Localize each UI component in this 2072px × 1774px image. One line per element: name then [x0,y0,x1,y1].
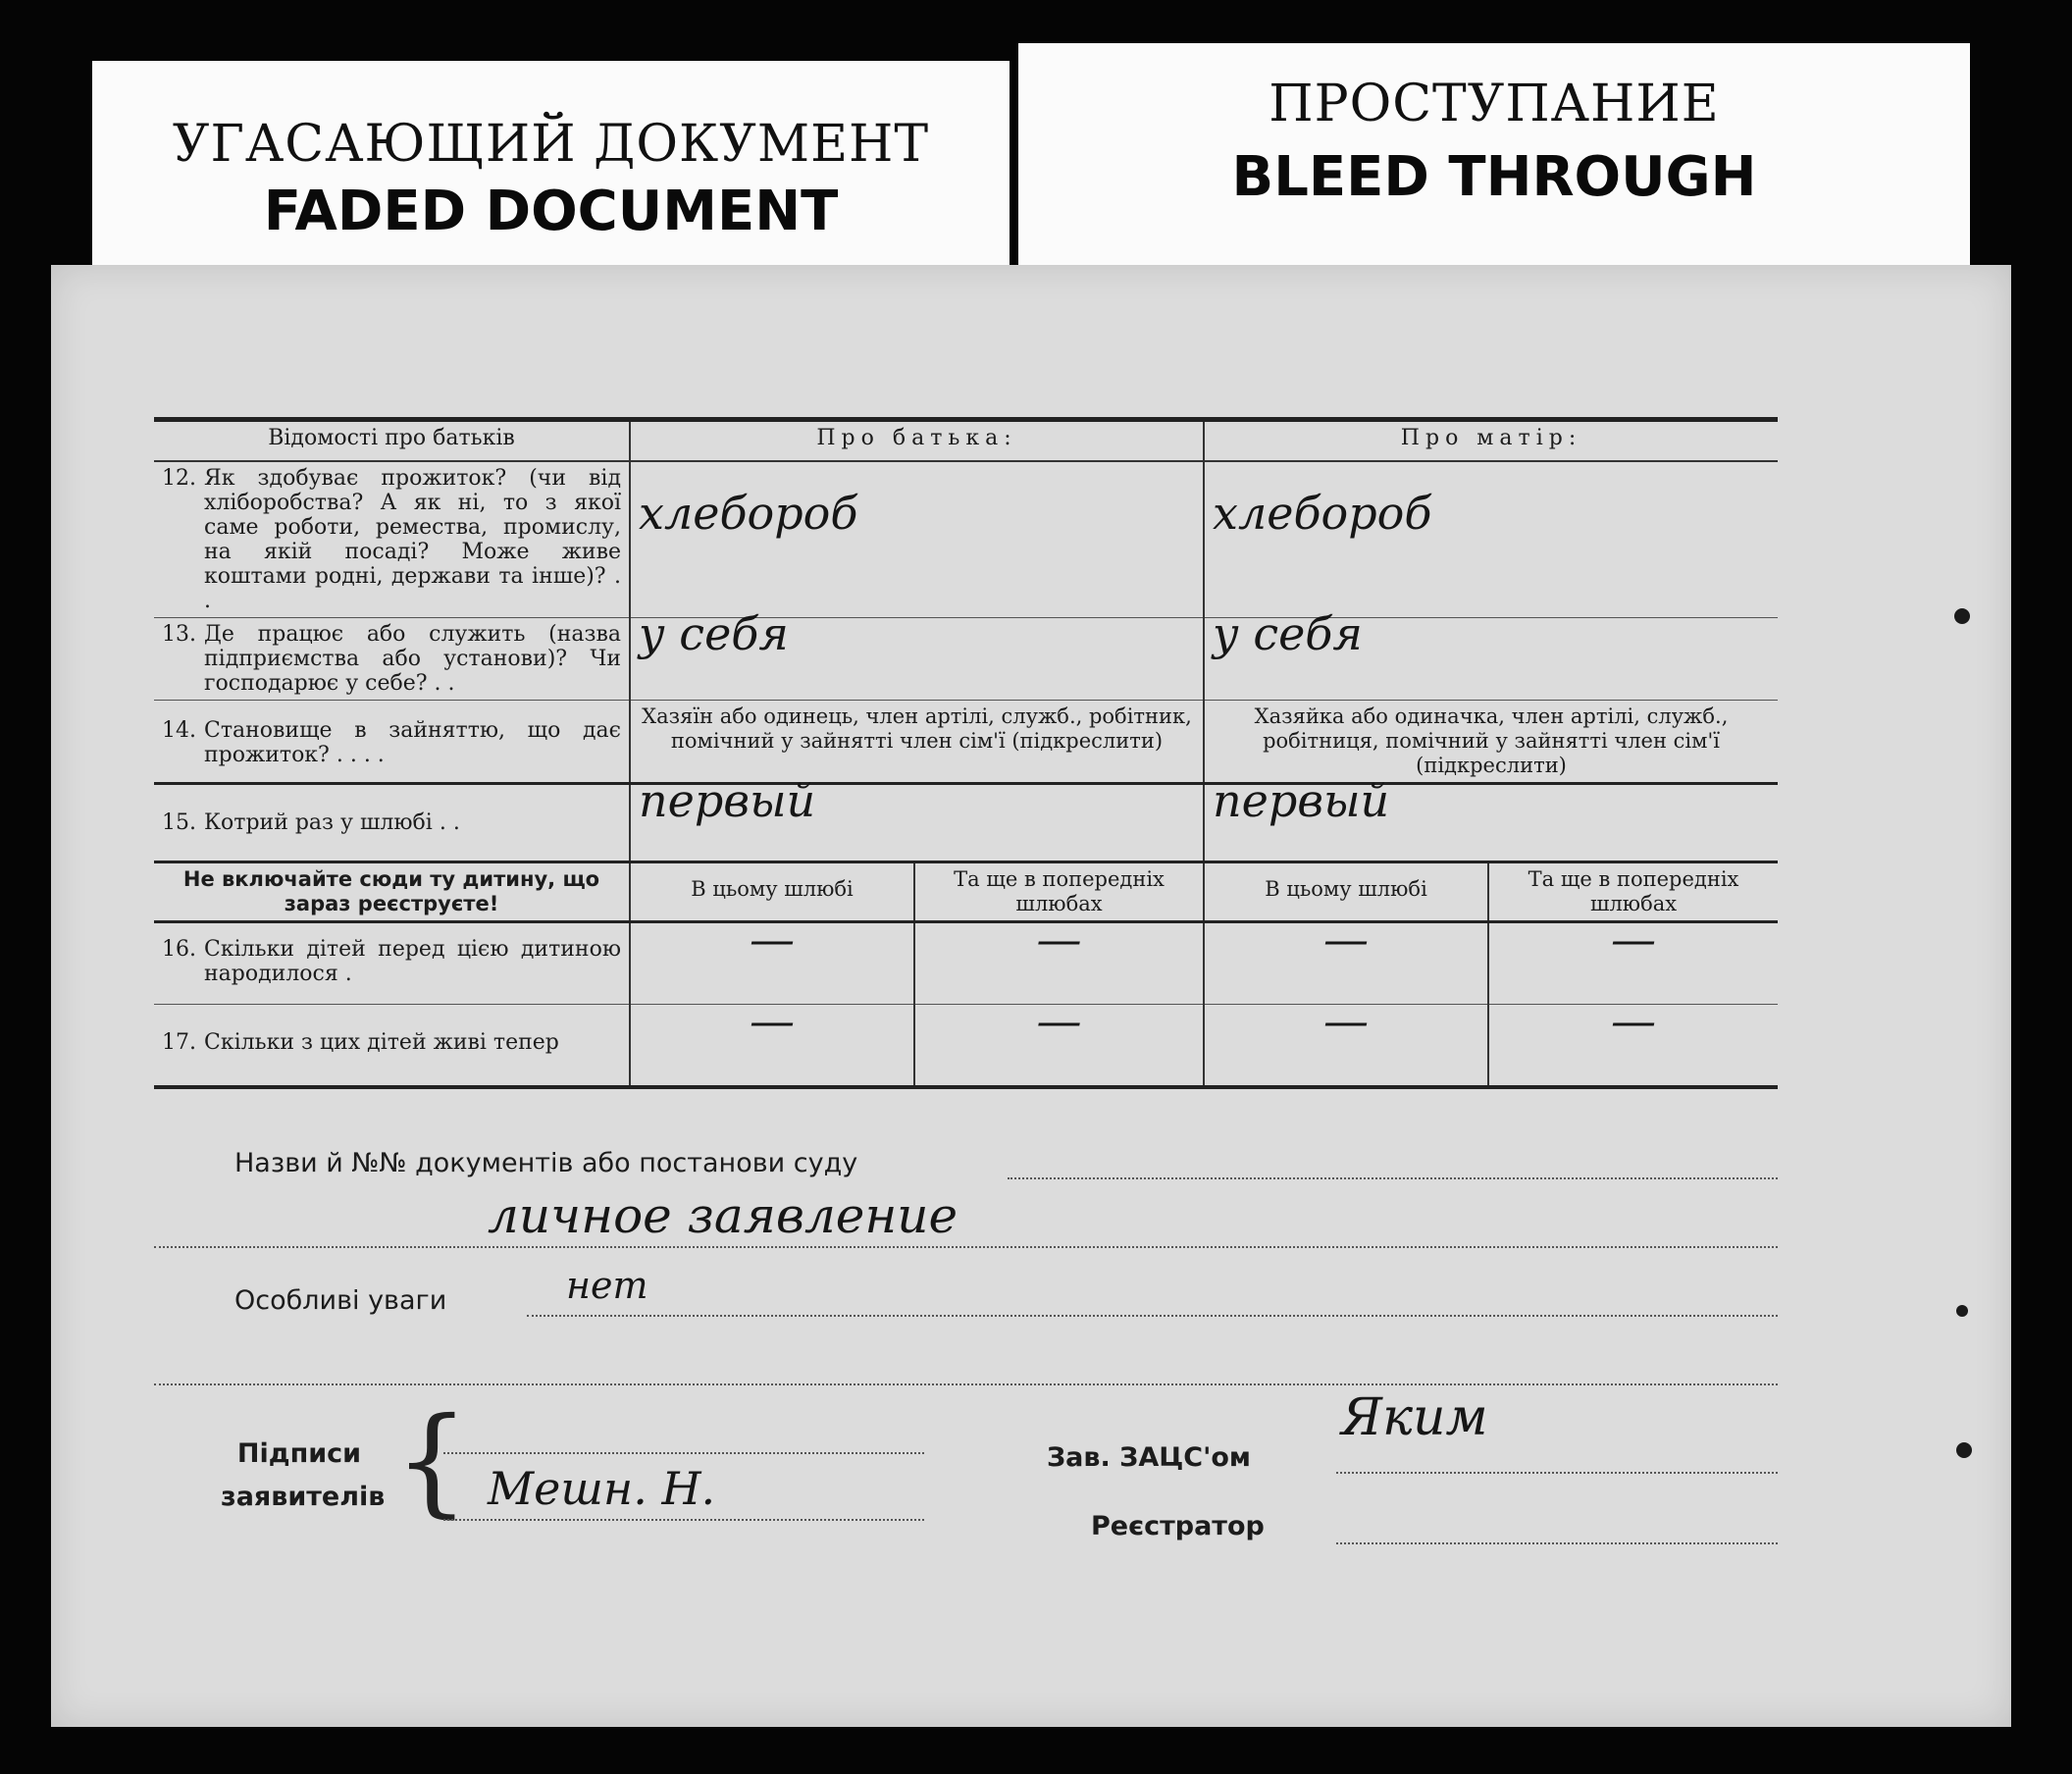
father-status-options: Хазяїн або одинець, член артілі, служб., робітник, помічний у зайнятті член сім'ї (підкреслити) [630,701,1204,784]
children-note: Не включайте сюди ту дитину, що зараз реєструєте! [154,862,630,922]
bleed-through-label [1018,43,1970,279]
row-question: Скільки з цих дітей живі тепер [204,1030,559,1055]
children-alive-cell: — [1488,1005,1778,1087]
row-question: Скільки дітей перед цією дитиною народилося . [204,937,621,986]
notes-value: нет [566,1264,648,1307]
punch-hole [1956,1305,1968,1317]
documents-label: Назви й №№ документів або постанови суду [234,1148,858,1178]
row-number: 14. [162,718,196,743]
table-row [154,922,1778,1005]
row-question: Котрий раз у шлюбі . . [204,810,460,835]
head-dotline [1336,1472,1778,1474]
table-row [154,1005,1778,1087]
parents-form [154,417,1778,1089]
row-number: 13. [162,622,196,647]
faded-label-en: FADED DOCUMENT [263,180,839,243]
father-marriage-count: первый [630,784,1204,862]
children-count-cell: — [914,922,1204,1005]
row-number: 17. [162,1030,196,1055]
registrar-label: Реєстратор [1091,1511,1265,1541]
notes-dotline [527,1315,1778,1317]
faded-document-label [92,61,1010,287]
punch-hole [1956,1442,1972,1458]
row-question: Як здобуває прожиток? (чи від хліборобства? А як ні, то з якої саме роботи, ремества, промислу, на якій посаді? Може живе коштами родні, держави та інше)? . . [204,465,621,613]
applicants-label [221,1433,386,1519]
mother-this-marriage-header: В цьому шлюбі [1204,862,1488,922]
mother-status-options: Хазяйка або одиначка, член артілі, служб., робітниця, помічний у зайнятті член сім'ї (підкреслити) [1204,701,1778,784]
table-row [154,784,1778,862]
row-number: 12. [162,465,196,491]
applicant-signature: Мешн. Н. [488,1462,716,1515]
mother-marriage-count: первый [1204,784,1778,862]
row-number: 15. [162,810,196,835]
document-sheet [51,265,2011,1727]
children-alive-cell: — [1204,1005,1488,1087]
row-question: Де працює або служить (назва підприємства або установи)? Чи господарює у себе? . . [204,622,621,696]
documents-dotline-2 [154,1246,1778,1248]
children-alive-cell: — [630,1005,914,1087]
row-number: 16. [162,937,196,962]
registrar-dotline [1336,1542,1778,1544]
notes-label: Особливі уваги [234,1285,447,1316]
children-count-cell: — [1488,922,1778,1005]
children-count-cell: — [1204,922,1488,1005]
header-mother: Про матір: [1204,420,1778,461]
father-previous-header: Та ще в попередніх шлюбах [914,862,1204,922]
applicant-dotline-1 [443,1452,924,1454]
mother-previous-header: Та ще в попередніх шлюбах [1488,862,1778,922]
bleed-label-en: BLEED THROUGH [1231,145,1757,209]
father-workplace: у себя [630,618,1204,701]
head-signature: Яким [1341,1388,1488,1447]
applicants-label-1: Підписи [236,1438,362,1469]
header-father: Про батька: [630,420,1204,461]
father-occupation: хлебороб [630,461,1204,618]
parents-table [154,417,1778,1089]
brace-glyph: { [394,1393,470,1530]
mother-occupation: хлебороб [1204,461,1778,618]
punch-hole [1954,608,1970,624]
mother-workplace: у себя [1204,618,1778,701]
children-header-row [154,862,1778,922]
applicant-dotline-2 [443,1519,924,1521]
table-row [154,701,1778,784]
notes-dotline-2 [154,1383,1778,1385]
header-parents: Відомості про батьків [154,420,630,461]
bleed-label-ru: ПРОСТУПАНИЕ [1269,75,1720,133]
table-row [154,618,1778,701]
children-alive-cell: — [914,1005,1204,1087]
documents-value: личное заявление [488,1187,958,1244]
faded-label-ru: УГАСАЮЩИЙ ДОКУМЕНТ [172,115,930,174]
table-header-row [154,420,1778,461]
head-label: Зав. ЗАЦС'ом [1047,1442,1251,1473]
father-this-marriage-header: В цьому шлюбі [630,862,914,922]
row-question: Становище в зайняттю, що дає прожиток? . . . . [204,718,621,767]
table-row [154,461,1778,618]
applicants-label-2: заявителів [221,1482,386,1512]
children-count-cell: — [630,922,914,1005]
documents-dotline [1008,1177,1778,1179]
